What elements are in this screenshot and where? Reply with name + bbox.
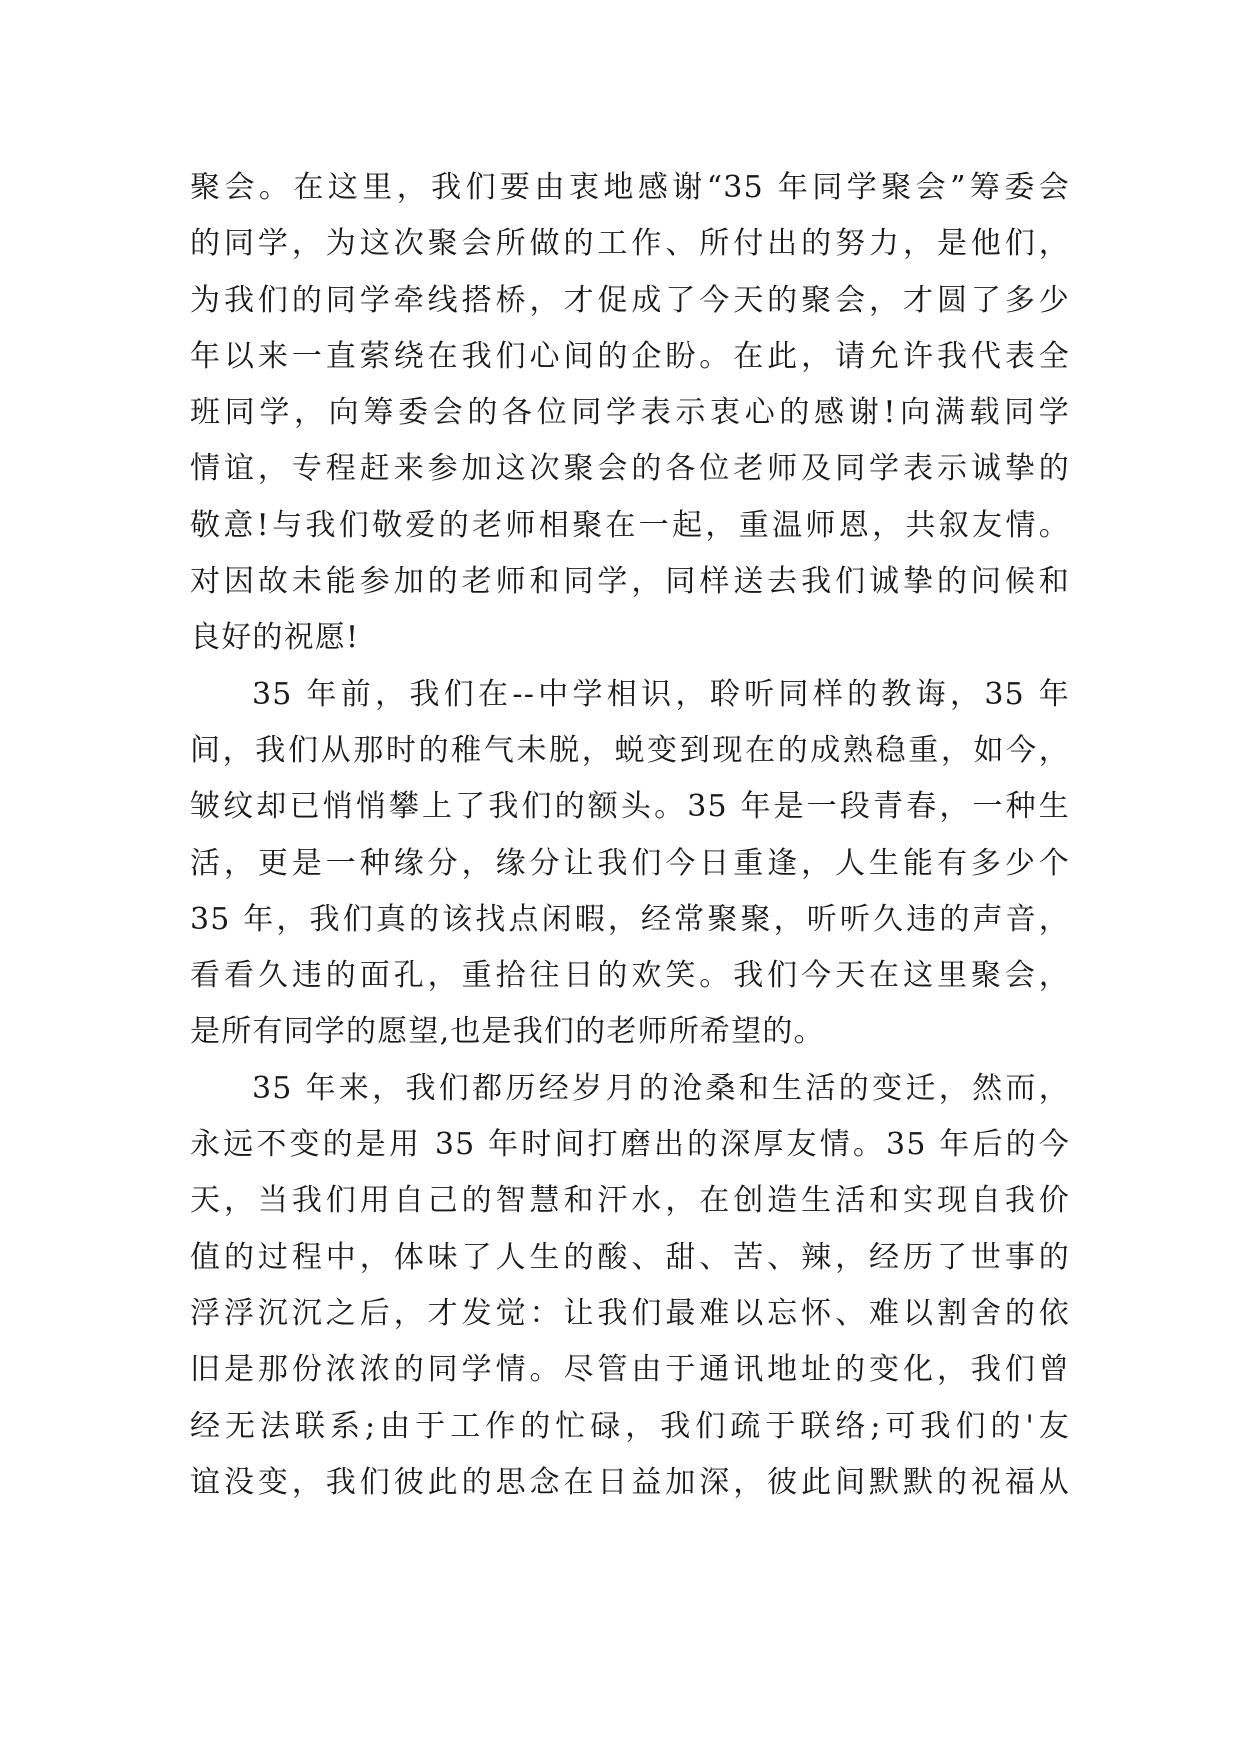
text-line: 活，更是一种缘分，缘分让我们今日重逢，人生能有多少个 xyxy=(190,845,1070,881)
text-line: 年以来一直萦绕在我们心间的企盼。在此，请允许我代表全 xyxy=(190,338,1070,374)
text-line: 是所有同学的愿望,也是我们的老师所希望的。 xyxy=(190,1014,825,1050)
paragraph-1 xyxy=(190,160,1070,667)
text-line: 天，当我们用自己的智慧和汗水，在创造生活和实现自我价 xyxy=(190,1183,1070,1219)
text-line: 的同学，为这次聚会所做的工作、所付出的努力，是他们， xyxy=(190,226,1070,262)
text-line: 班同学，向筹委会的各位同学表示衷心的感谢!向满载同学 xyxy=(190,395,1070,431)
text-line: 旧是那份浓浓的同学情。尽管由于通讯地址的变化，我们曾 xyxy=(190,1352,1070,1388)
text-line: 谊没变，我们彼此的思念在日益加深，彼此间默默的祝福从 xyxy=(190,1464,1070,1500)
text-line: 看看久违的面孔，重拾往日的欢笑。我们今天在这里聚会， xyxy=(190,958,1070,994)
text-line: 情谊，专程赶来参加这次聚会的各位老师及同学表示诚挚的 xyxy=(190,451,1070,487)
text-line: 敬意!与我们敬爱的老师相聚在一起，重温师恩，共叙友情。 xyxy=(190,507,1070,543)
text-line: 浮浮沉沉之后，才发觉：让我们最难以忘怀、难以割舍的依 xyxy=(190,1295,1070,1331)
paragraph-3 xyxy=(190,1061,1070,1511)
document-body xyxy=(190,160,1070,1511)
text-line: 间，我们从那时的稚气未脱，蜕变到现在的成熟稳重，如今， xyxy=(190,732,1070,768)
text-line: 35 年来，我们都历经岁月的沧桑和生活的变迁，然而， xyxy=(252,1070,1070,1106)
text-line: 对因故未能参加的老师和同学，同样送去我们诚挚的问候和 xyxy=(190,564,1070,600)
text-line: 值的过程中，体味了人生的酸、甜、苦、辣，经历了世事的 xyxy=(190,1239,1070,1275)
text-line: 良好的祝愿! xyxy=(190,620,360,656)
text-line: 35 年，我们真的该找点闲暇，经常聚聚，听听久违的声音， xyxy=(190,901,1070,937)
text-line: 为我们的同学牵线搭桥，才促成了今天的聚会，才圆了多少 xyxy=(190,282,1070,318)
text-line: 经无法联系;由于工作的忙碌，我们疏于联络;可我们的'友 xyxy=(190,1408,1070,1444)
text-line: 永远不变的是用 35 年时间打磨出的深厚友情。35 年后的今 xyxy=(190,1127,1070,1163)
text-line: 皱纹却已悄悄攀上了我们的额头。35 年是一段青春，一种生 xyxy=(190,789,1070,825)
text-line: 聚会。在这里，我们要由衷地感谢“35 年同学聚会”筹委会 xyxy=(190,170,1070,205)
paragraph-2 xyxy=(190,667,1070,1061)
text-line: 35 年前，我们在--中学相识，聆听同样的教诲，35 年 xyxy=(252,676,1070,712)
